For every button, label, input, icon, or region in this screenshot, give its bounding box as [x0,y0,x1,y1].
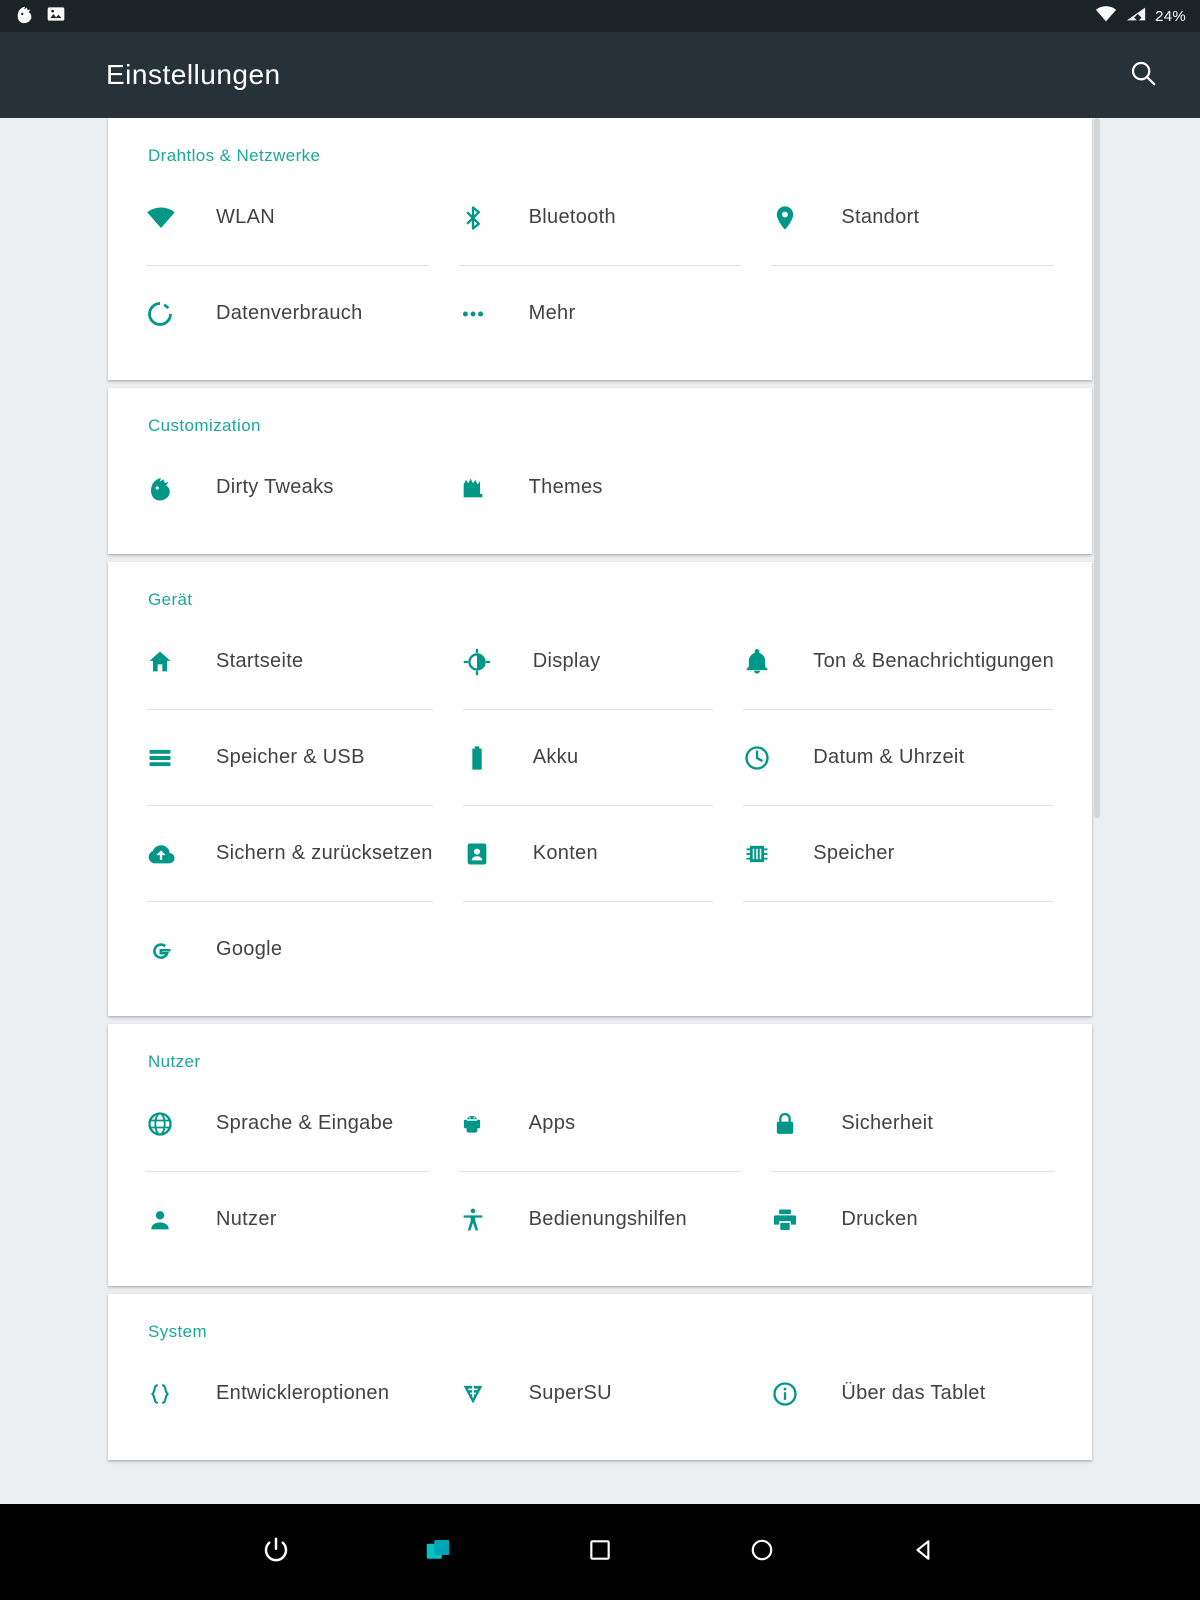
setting-label: Bluetooth [528,206,616,228]
battery-percentage: 24% [1155,7,1186,25]
setting-item-drucken[interactable] [771,1172,1054,1268]
setting-item-wlan[interactable] [146,170,429,266]
home-square-button[interactable] [572,1524,628,1580]
setting-item-dirty-tweaks[interactable] [146,440,429,536]
action-bar [0,32,1200,118]
setting-item-konten[interactable] [463,806,714,902]
cloud-upload-icon [146,840,202,868]
setting-label: Dirty Tweaks [216,476,334,498]
wifi-icon [146,206,202,230]
section-card-customization [108,388,1092,554]
accessibility-icon [459,1206,515,1234]
setting-item-mehr[interactable] [459,266,742,362]
lock-icon [771,1110,827,1138]
setting-item-bedienungshilfen[interactable] [459,1172,742,1268]
setting-label: Startseite [216,650,304,672]
signal-icon [1125,5,1147,28]
setting-label: Nutzer [216,1208,277,1230]
setting-label: Entwickleroptionen [216,1382,390,1404]
unicorn-icon [146,473,202,503]
google-g-icon [146,936,202,964]
location-pin-icon [771,204,827,232]
android-icon [459,1110,515,1138]
recents-stack-icon [423,1535,453,1570]
scrollbar[interactable] [1094,118,1100,818]
section-header-device: Gerät [148,590,193,609]
section-grid-customization [146,440,1054,536]
setting-label: Apps [528,1112,576,1134]
setting-item-supersu[interactable] [459,1346,742,1442]
battery-icon [463,744,519,772]
setting-item-bluetooth[interactable] [459,170,742,266]
section-header-user: Nutzer [148,1052,201,1071]
account-badge-icon [463,840,519,868]
circle-icon [749,1537,775,1568]
power-button[interactable] [248,1524,304,1580]
section-grid-user [146,1076,1054,1268]
grid-filler [771,266,1054,362]
globe-icon [146,1110,202,1138]
printer-icon [771,1206,827,1234]
setting-item-ton-benachrichtigungen[interactable] [743,614,1054,710]
setting-label: Drucken [841,1208,918,1230]
bell-icon [743,648,799,676]
setting-item-datum-uhrzeit[interactable] [743,710,1054,806]
grid-filler [771,440,1054,536]
setting-label: Display [532,650,601,672]
grid-filler [743,902,1054,998]
setting-label: Speicher & USB [216,746,365,768]
status-bar [0,0,1200,32]
setting-item-akku[interactable] [463,710,714,806]
setting-label: Sicherheit [841,1112,934,1134]
action-bar-actions [1120,52,1166,98]
setting-item-speicher-usb[interactable] [146,710,433,806]
setting-label: Sprache & Eingabe [216,1112,394,1134]
power-icon [261,1535,291,1570]
status-bar-notification-icons [14,3,66,30]
grid-filler [463,902,714,998]
brightness-icon [463,648,519,676]
setting-item-startseite[interactable] [146,614,433,710]
app-icon-dirty-unicorn [14,3,36,30]
setting-label: Über das Tablet [841,1382,986,1404]
section-grid-system [146,1346,1054,1442]
section-card-device [108,562,1092,1016]
setting-label: Themes [528,476,603,498]
setting-item-apps[interactable] [459,1076,742,1172]
themes-icon [459,474,515,502]
back-button[interactable] [896,1524,952,1580]
section-card-user [108,1024,1092,1286]
setting-label: Akku [532,746,579,768]
setting-item-nutzer[interactable] [146,1172,429,1268]
setting-label: Google [216,938,283,960]
bluetooth-icon [459,204,515,232]
storage-list-icon [146,744,202,772]
navigation-bar [0,1504,1200,1600]
setting-item-google[interactable] [146,902,433,998]
person-icon [146,1206,202,1234]
setting-item-sicherheit[interactable] [771,1076,1054,1172]
setting-label: Sichern & zurücksetzen [216,842,433,864]
setting-item-standort[interactable] [771,170,1054,266]
setting-item-display[interactable] [463,614,714,710]
setting-item-entwickleroptionen[interactable] [146,1346,429,1442]
clock-icon [743,744,799,772]
page-title: Einstellungen [106,59,281,90]
setting-label: WLAN [216,206,275,228]
home-button[interactable] [734,1524,790,1580]
section-card-wireless [108,118,1092,380]
search-button[interactable] [1120,52,1166,98]
data-usage-icon [146,300,202,328]
section-grid-wireless [146,170,1054,362]
setting-label: Standort [841,206,920,228]
setting-label: Datenverbrauch [216,302,363,324]
section-header-wireless: Drahtlos & Netzwerke [148,146,321,165]
memory-chip-icon [743,840,799,868]
section-header-system: System [148,1322,208,1341]
search-icon [1128,58,1158,93]
setting-label: Mehr [528,302,576,324]
more-dots-icon [459,300,515,328]
braces-icon [146,1380,202,1408]
settings-list[interactable] [0,118,1200,1504]
setting-label: Ton & Benachrichtigungen [813,650,1054,672]
setting-label: Bedienungshilfen [528,1208,687,1230]
recents-button[interactable] [410,1524,466,1580]
gallery-icon [46,4,66,29]
setting-item-sprache-eingabe[interactable] [146,1076,429,1172]
setting-label: SuperSU [528,1382,612,1404]
back-triangle-icon [911,1537,937,1568]
section-card-system [108,1294,1092,1460]
setting-item-datenverbrauch[interactable] [146,266,429,362]
setting-item-themes[interactable] [459,440,742,536]
info-icon [771,1380,827,1408]
wifi-icon [1095,5,1117,28]
setting-label: Konten [532,842,598,864]
setting-item-speicher[interactable] [743,806,1054,902]
setting-item-ueber-das-tablet[interactable] [771,1346,1054,1442]
setting-label: Datum & Uhrzeit [813,746,965,768]
status-bar-system-icons [1095,5,1186,28]
setting-label: Speicher [813,842,895,864]
section-grid-device [146,614,1054,998]
setting-item-sichern-zuruecksetzen[interactable] [146,806,433,902]
section-header-customization: Customization [148,416,261,435]
home-icon [146,648,202,676]
square-icon [587,1537,613,1568]
supersu-icon [459,1380,515,1408]
